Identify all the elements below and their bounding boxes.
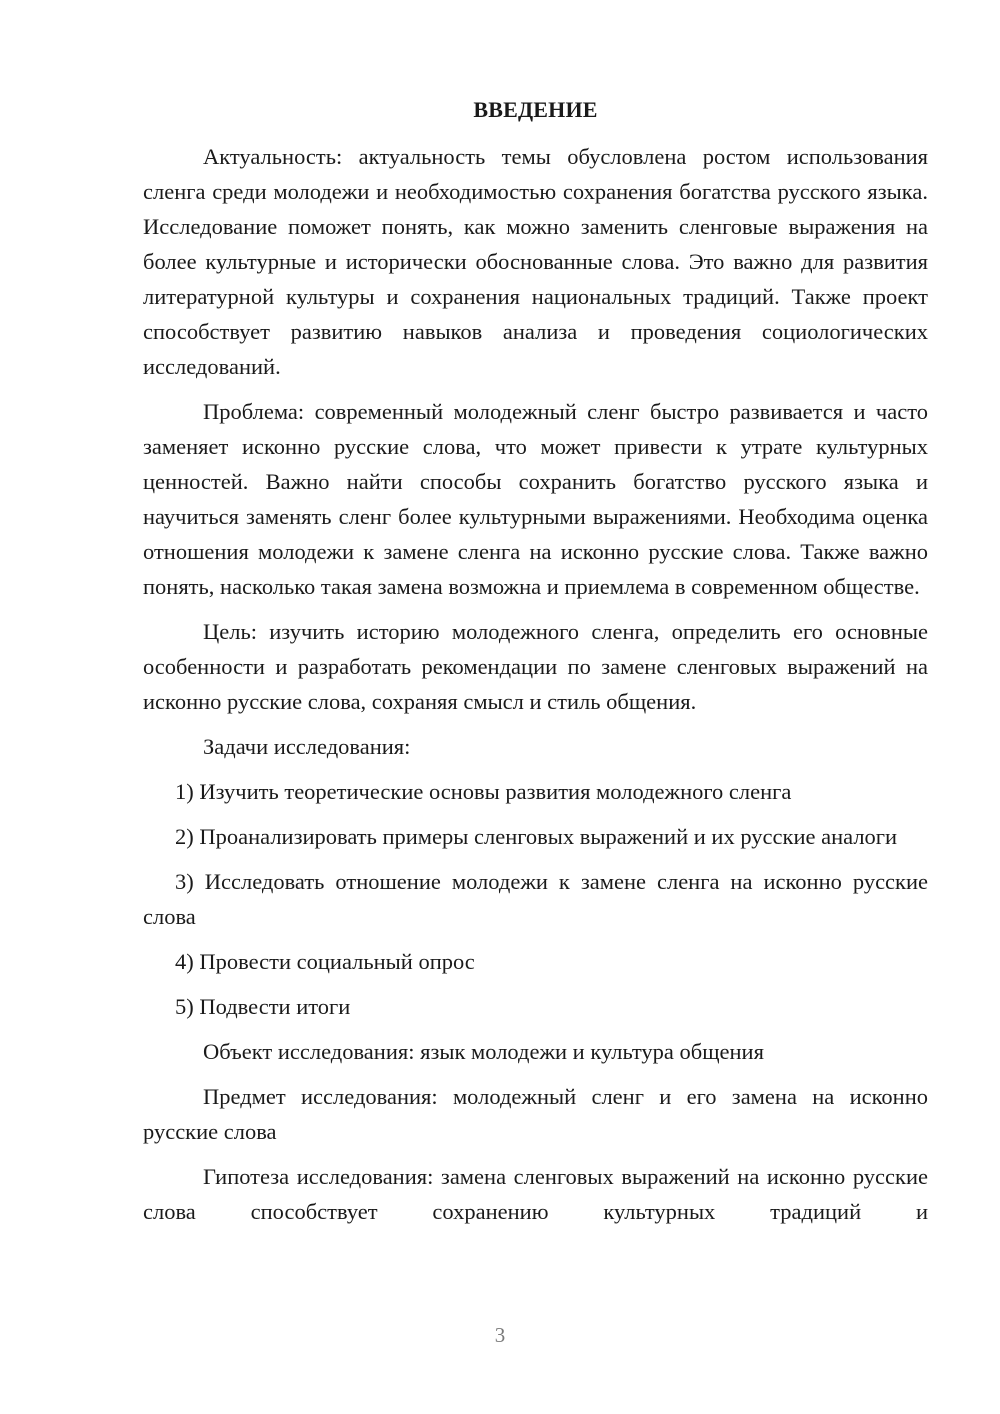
task-item-5: 5) Подвести итоги: [175, 994, 351, 1019]
research-subject: Предмет исследования: молодежный сленг и его замена на исконно русские слова: [143, 1084, 928, 1144]
paragraph-goal: Цель: изучить историю молодежного сленга, определить его основные особенности и разработать рекомендации по замене сленговых выражений на исконно русские слова, сохраняя смысл и стиль общения.: [143, 619, 928, 714]
paragraph-relevance: Актуальность: актуальность темы обусловлена ростом использования сленга среди молодежи и необходимостью сохранения богатства русского языка. Исследование поможет понять, как можно заменить сленговые выражения на более культурные и исторически обоснованные слова. Это важно для развития литературной культуры и сохранения национальных традиций. Также проект способствует развитию навыков анализа и проведения социологических исследований.: [143, 144, 928, 379]
paragraph-problem: Проблема: современный молодежный сленг быстро развивается и часто заменяет исконно русские слова, что может привести к утрате культурных ценностей. Важно найти способы сохранить богатство русского языка и научиться заменять сленг более культурными выражениями. Необходима оценка отношения молодежи к замене сленга на исконно русские слова. Также важно понять, насколько такая замена возможна и приемлема в современном обществе.: [143, 399, 928, 599]
task-item-2: 2) Проанализировать примеры сленговых выражений и их русские аналоги: [175, 824, 898, 849]
document-page: [143, 92, 928, 1239]
research-hypothesis: Гипотеза исследования: замена сленговых выражений на исконно русские слова способствует сохранению культурных традиций и: [143, 1164, 928, 1224]
research-object: Объект исследования: язык молодежи и культура общения: [203, 1039, 764, 1064]
task-item-3: 3) Исследовать отношение молодежи к замене сленга на исконно русские слова: [143, 869, 928, 929]
tasks-heading: Задачи исследования:: [203, 734, 411, 759]
task-item-4: 4) Провести социальный опрос: [175, 949, 475, 974]
task-item-1: 1) Изучить теоретические основы развития молодежного сленга: [175, 779, 792, 804]
page-number: 3: [494, 1323, 506, 1347]
page-title: ВВЕДЕНИЕ: [473, 97, 598, 122]
